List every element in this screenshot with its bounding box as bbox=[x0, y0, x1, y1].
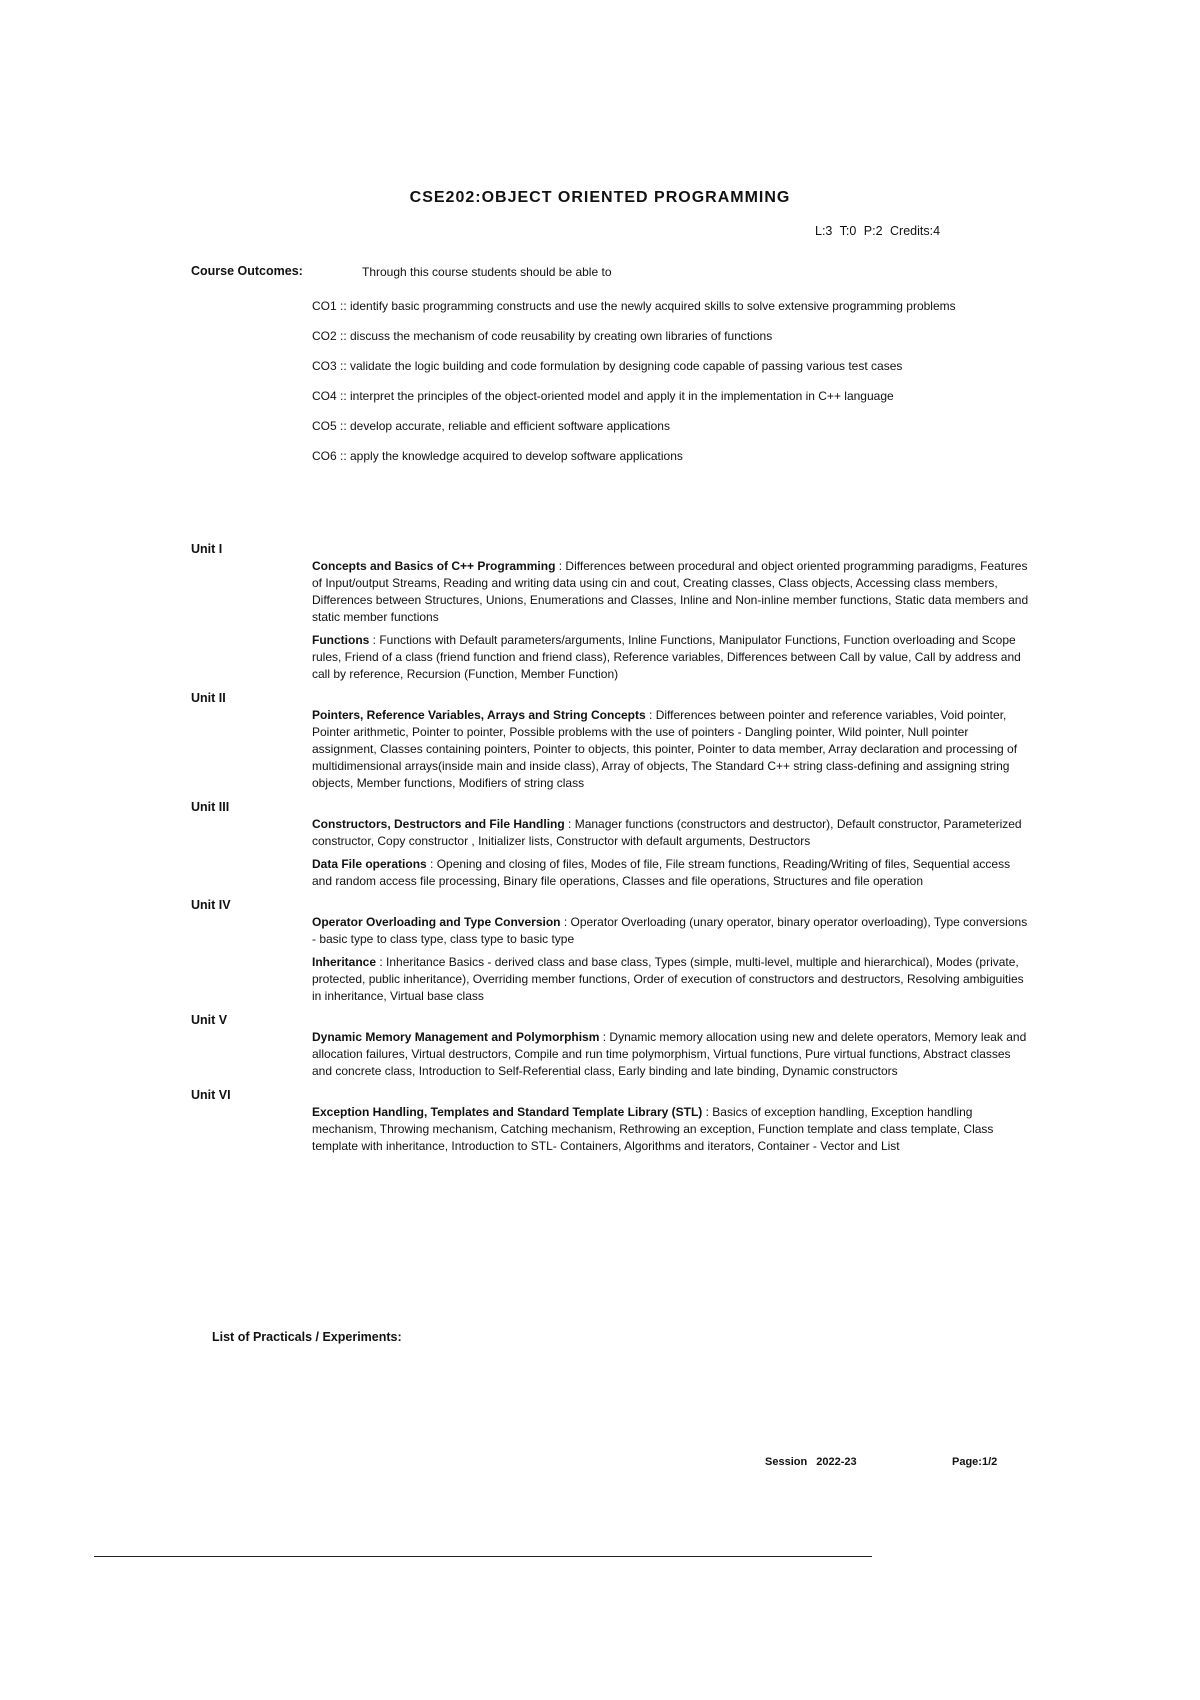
topic-title: Constructors, Destructors and File Handling bbox=[312, 817, 565, 831]
page-number: Page:1/2 bbox=[952, 1456, 998, 1468]
topic-text: : Basics of exception handling, Exception handling mechanism, Throwing mechanism, Catching mechanism, Rethrowing an exception, Function template and class template, Class template with inheritance, Introduction to STL- Containers, Algorithms and iterators, Container - Vector and List bbox=[312, 1105, 994, 1153]
unit-label: Unit II bbox=[191, 691, 226, 705]
course-outcome: CO2 :: discuss the mechanism of code reusability by creating own libraries of functions bbox=[312, 329, 773, 343]
unit-label: Unit V bbox=[191, 1013, 228, 1027]
topic-text: : Differences between pointer and reference variables, Void pointer, Pointer arithmetic, Pointer to pointer, Possible problems with the use of pointers - Dangling pointer, Wild pointer, Null pointer assignment, Classes containing pointers, Pointer to objects, this pointer, Pointer to data member, Array declaration and processing of multidimensional arrays(inside main and inside class), Array of objects, The Standard C++ string class-defining and assigning string objects, Member functions, Modifiers of string class bbox=[312, 708, 1018, 790]
course-outcomes-intro: Through this course students should be able to bbox=[362, 265, 612, 279]
topic-title: Pointers, Reference Variables, Arrays and String Concepts bbox=[312, 708, 646, 722]
course-outcomes-list bbox=[312, 298, 1032, 478]
topic-title: Functions bbox=[312, 633, 370, 647]
unit-topic bbox=[312, 1029, 1031, 1080]
unit-topic bbox=[312, 1104, 1031, 1155]
unit-topic bbox=[312, 632, 1031, 683]
course-title: CSE202:OBJECT ORIENTED PROGRAMMING bbox=[409, 189, 791, 206]
unit-1 bbox=[191, 540, 1031, 683]
topic-title: Data File operations bbox=[312, 857, 427, 871]
unit-4 bbox=[191, 896, 1031, 1005]
unit-topic bbox=[312, 707, 1031, 792]
footer-rule bbox=[94, 1556, 872, 1557]
topic-title: Concepts and Basics of C++ Programming bbox=[312, 559, 556, 573]
units-section bbox=[191, 540, 1031, 1161]
unit-topic bbox=[312, 914, 1031, 948]
course-outcome: CO1 :: identify basic programming constructs and use the newly acquired skills to solve extensive programming problems bbox=[312, 299, 956, 313]
course-outcome: CO4 :: interpret the principles of the object-oriented model and apply it in the implementation in C++ language bbox=[312, 389, 894, 403]
topic-text: : Dynamic memory allocation using new and delete operators, Memory leak and allocation failures, Virtual destructors, Compile and run time polymorphism, Virtual functions, Pure virtual functions, Abstract classes and concrete class, Introduction to Self-Referential class, Early binding and late binding, Dynamic constructors bbox=[312, 1030, 1027, 1078]
course-outcome: CO3 :: validate the logic building and code formulation by designing code capable of passing various test cases bbox=[312, 359, 903, 373]
unit-label: Unit III bbox=[191, 800, 230, 814]
unit-5 bbox=[191, 1011, 1031, 1080]
session-label: Session 2022-23 bbox=[765, 1456, 857, 1468]
topic-text: : Operator Overloading (unary operator, binary operator overloading), Type conversions - basic type to class type, class type to basic type bbox=[312, 915, 1028, 946]
topic-text: : Opening and closing of files, Modes of file, File stream functions, Reading/Writing of files, Sequential access and random access file processing, Binary file operations, Classes and file operations, Structures and file operation bbox=[312, 857, 1011, 888]
course-outcomes-heading: Course Outcomes: bbox=[191, 264, 303, 278]
unit-2 bbox=[191, 689, 1031, 792]
unit-topic bbox=[312, 856, 1031, 890]
topic-text: : Inheritance Basics - derived class and base class, Types (simple, multi-level, multiple and hierarchical), Modes (private, protected, public inheritance), Overriding member functions, Order of execution of constructors and destructors, Resolving ambiguities in inheritance, Virtual base class bbox=[312, 955, 1024, 1003]
topic-title: Inheritance bbox=[312, 955, 377, 969]
unit-6 bbox=[191, 1086, 1031, 1155]
practicals-heading: List of Practicals / Experiments: bbox=[212, 1330, 402, 1344]
unit-topic bbox=[312, 558, 1031, 626]
topic-title: Dynamic Memory Management and Polymorphism bbox=[312, 1030, 600, 1044]
course-outcome: CO6 :: apply the knowledge acquired to develop software applications bbox=[312, 449, 683, 463]
course-outcome: CO5 :: develop accurate, reliable and efficient software applications bbox=[312, 419, 670, 433]
unit-label: Unit IV bbox=[191, 898, 231, 912]
unit-3 bbox=[191, 798, 1031, 890]
topic-text: : Differences between procedural and object oriented programming paradigms, Features of Input/output Streams, Reading and writing data using cin and cout, Creating classes, Class objects, Accessing class members, Differences between Structures, Unions, Enumerations and Classes, Inline and Non-inline member functions, Static data members and static member functions bbox=[312, 559, 1029, 624]
unit-label: Unit I bbox=[191, 542, 223, 556]
topic-text: : Manager functions (constructors and destructor), Default constructor, Parameterized constructor, Copy constructor , Initializer lists, Constructor with default arguments, Destructors bbox=[312, 817, 1022, 848]
credits-line: L:3 T:0 P:2 Credits:4 bbox=[815, 224, 941, 238]
topic-title: Exception Handling, Templates and Standard Template Library (STL) bbox=[312, 1105, 703, 1119]
unit-label: Unit VI bbox=[191, 1088, 231, 1102]
topic-text: : Functions with Default parameters/arguments, Inline Functions, Manipulator Functions, Function overloading and Scope rules, Friend of a class (friend function and friend class), Reference variables, Differences between Call by value, Call by address and call by reference, Recursion (Function, Member Function) bbox=[312, 633, 1021, 681]
unit-topic bbox=[312, 816, 1031, 850]
topic-title: Operator Overloading and Type Conversion bbox=[312, 915, 561, 929]
unit-topic bbox=[312, 954, 1031, 1005]
